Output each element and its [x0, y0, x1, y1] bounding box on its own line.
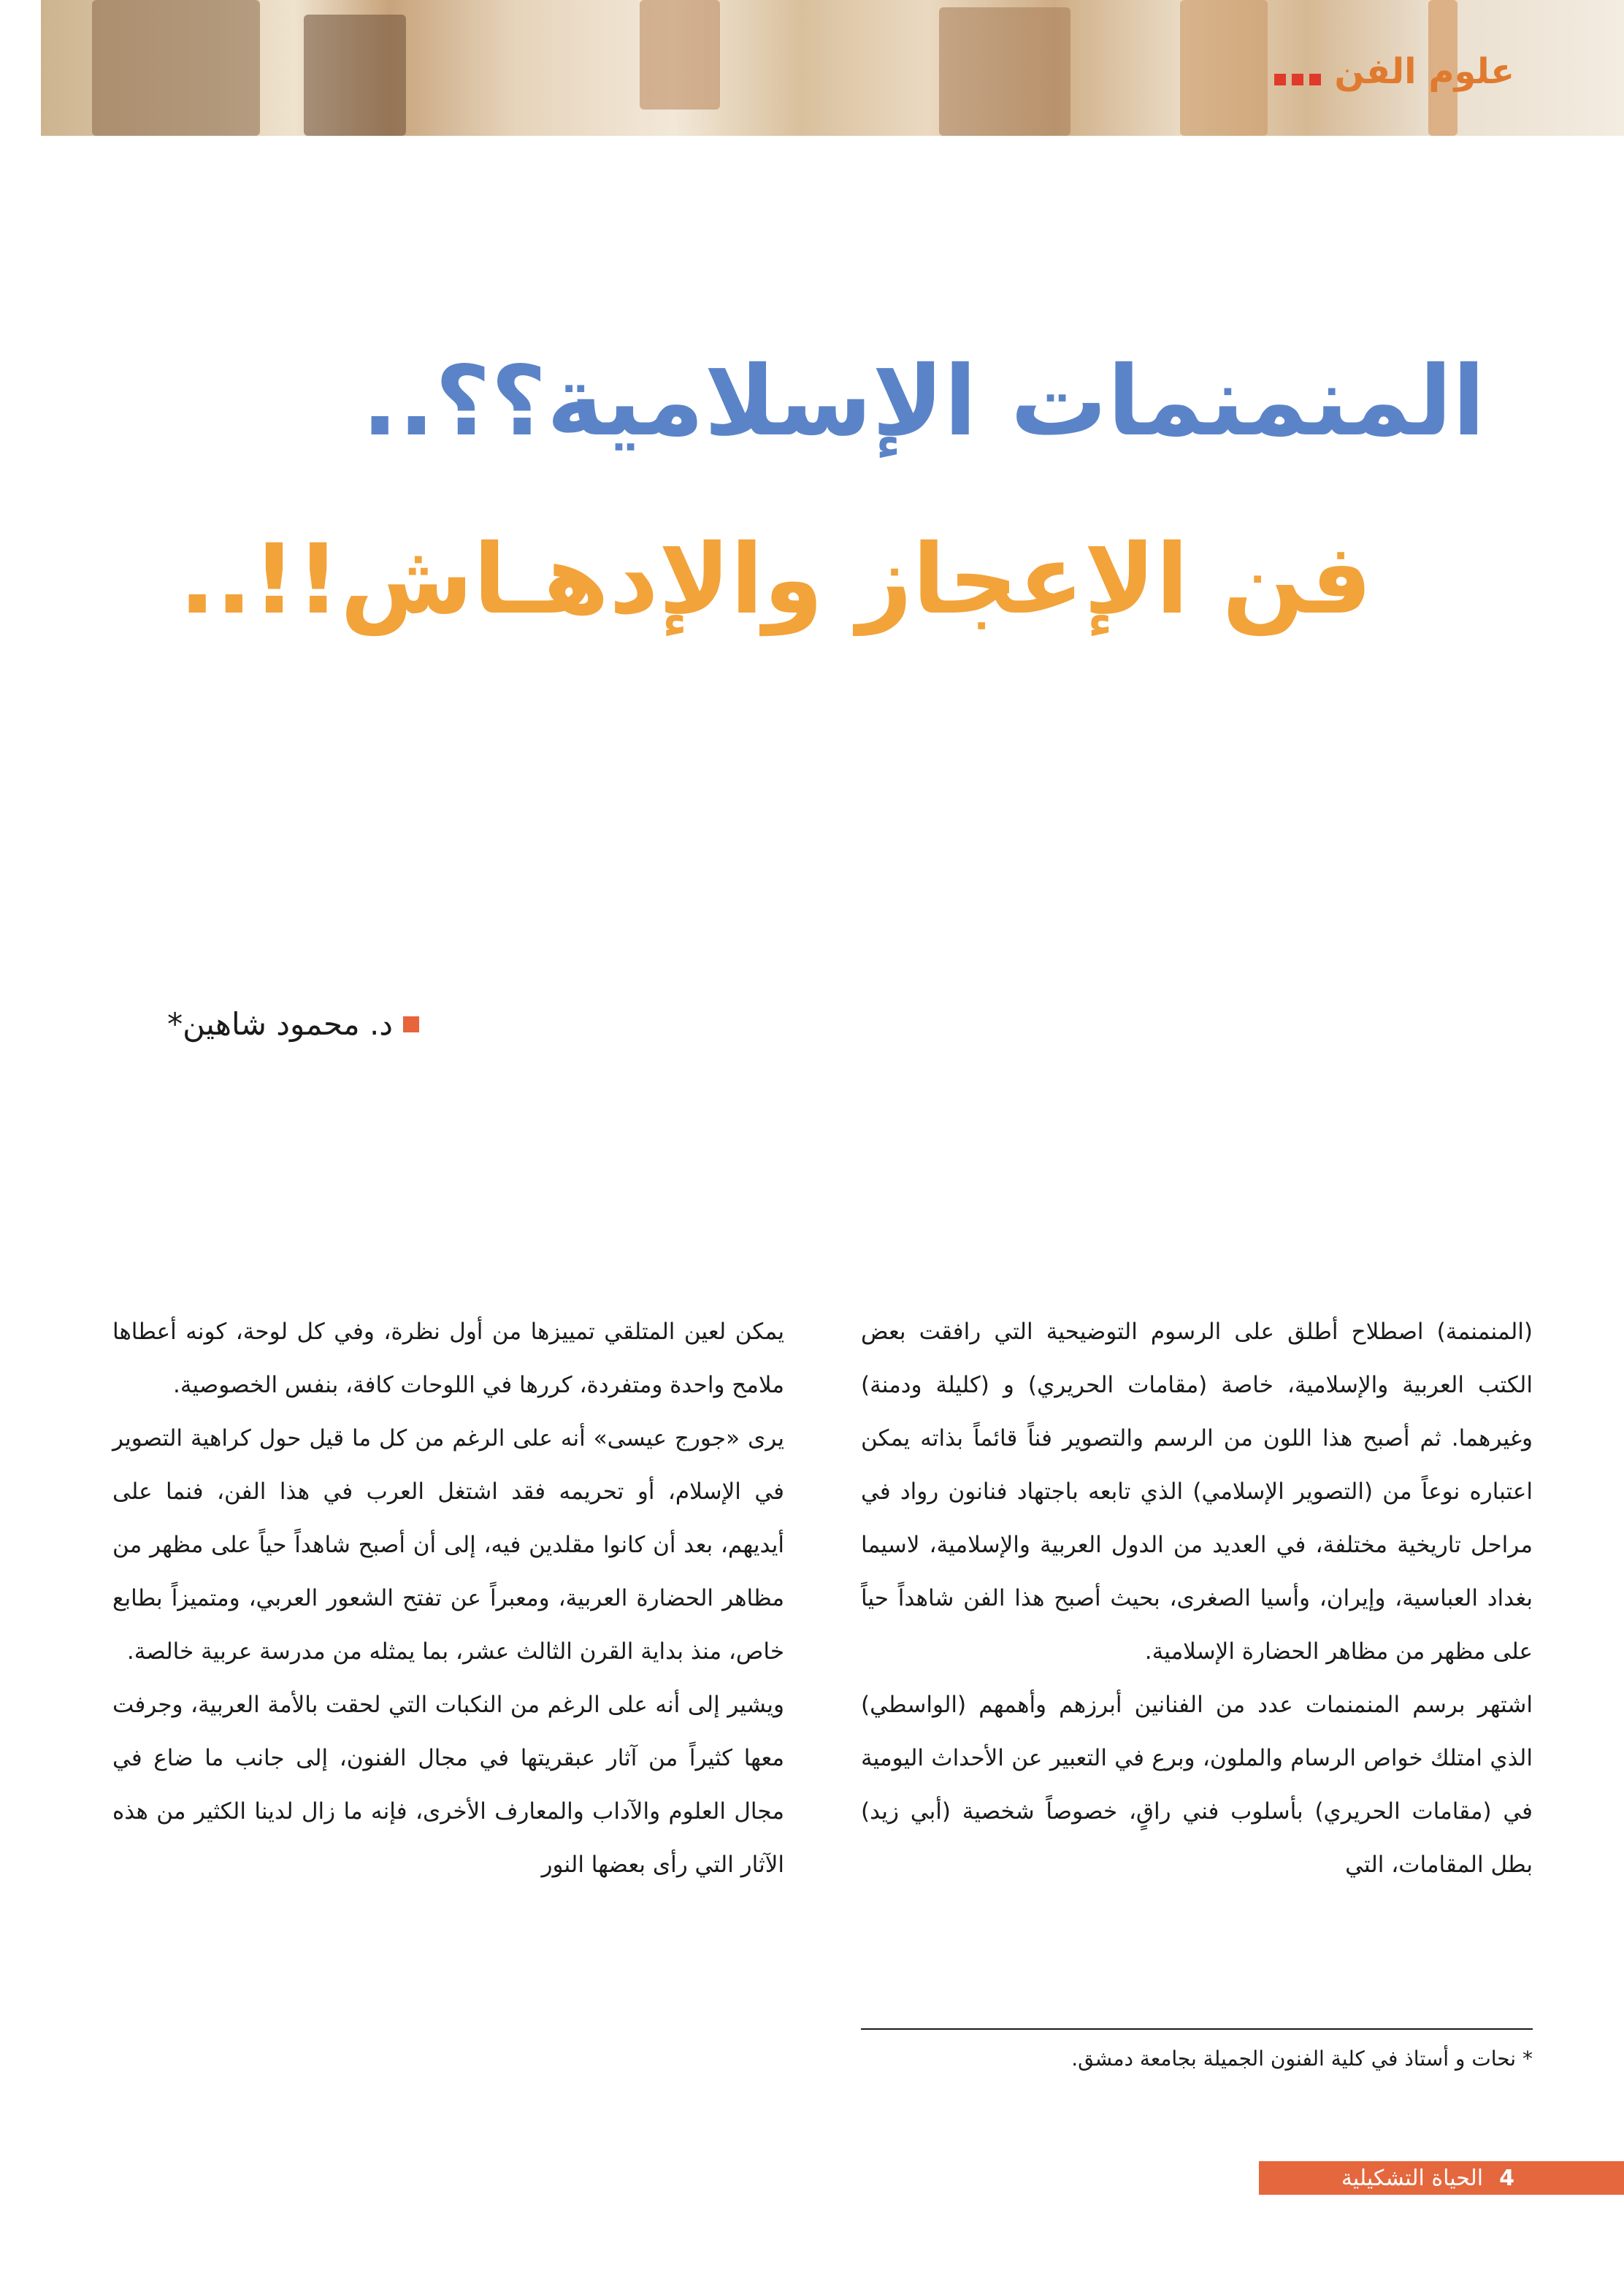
- column-right: [861, 1305, 1533, 1892]
- banner-figure: [640, 0, 720, 110]
- square-bullet-icon: [403, 1016, 419, 1032]
- header-banner: [41, 0, 1624, 136]
- paragraph: يرى «جورج عيسى» أنه على الرغم من كل ما قيل حول كراهية التصوير في الإسلام، أو تحريمه فقد اشتغل العرب في هذا الفن، فنما على أيديهم، بعد أن كانوا مقلدين فيه، إلى أن أصبح شاهداً حياً على مظهر من مظاهر الحضارة العربية، ومعبراً عن تفتح الشعور العربي، ومتميزاً بطابع خاص، منذ بداية القرن الثالث عشر، بما يمثله من مدرسة عربية خالصة.: [112, 1425, 784, 1665]
- banner-figure: [92, 0, 260, 136]
- section-dots: [1274, 58, 1321, 85]
- footer-bar: [1259, 2161, 1624, 2195]
- footnote: * نحات و أستاذ في كلية الفنون الجميلة بجامعة دمشق.: [1071, 2047, 1533, 2071]
- paragraph: ويشير إلى أنه على الرغم من النكبات التي لحقت بالأمة العربية، وجرفت معها كثيراً من آثار عبقريتها في مجال الفنون، إلى جانب ما ضاع في مجال العلوم والآداب والمعارف الأخرى، فإنه ما زال لدينا الكثير من هذه الآثار التي رأى بعضها النور: [112, 1692, 784, 1878]
- section-label: علوم الفن: [1334, 51, 1514, 92]
- banner-figure: [304, 15, 406, 136]
- article-subtitle: فن الإعجاز والإدهـاش!!..: [179, 524, 1372, 636]
- paragraph: اشتهر برسم المنمنمات عدد من الفنانين أبرزهم وأهمهم (الواسطي) الذي امتلك خواص الرسام والملون، وبرع في التعبير عن الأحداث اليومية في (مقامات الحريري) بأسلوب فني راقٍ، خصوصاً شخصية (أبي زيد) بطل المقامات، التي: [861, 1692, 1533, 1878]
- author-byline: [167, 1006, 419, 1042]
- magazine-name: الحياة التشكيلية: [1341, 2165, 1484, 2191]
- article-title: المنمنمات الإسلامية؟؟..: [361, 345, 1485, 458]
- banner-figure: [1180, 0, 1268, 136]
- footnote-divider: [861, 2028, 1533, 2030]
- paragraph: (المنمنمة) اصطلاح أطلق على الرسوم التوضيحية التي رافقت بعض الكتب العربية والإسلامية، خاصة (مقامات الحريري) و (كليلة ودمنة) وغيرهما. ثم أصبح هذا اللون من الرسم والتصوير فناً قائماً بذاته يمكن اعتباره نوعاً من (التصوير الإسلامي) الذي تابعه باجتهاد فنانون رواد في مراحل تاريخية مختلفة، في العديد من الدول العربية والإسلامية، لاسيما بغداد العباسية، وإيران، وأسيا الصغرى، بحيث أصبح هذا الفن شاهداً حياً على مظهر من مظاهر الحضارة الإسلامية.: [861, 1319, 1533, 1665]
- banner-figure: [939, 7, 1070, 136]
- section-tag: [1274, 51, 1514, 92]
- paragraph: يمكن لعين المتلقي تمييزها من أول نظرة، وفي كل لوحة، كونه أعطاها ملامح واحدة ومتفردة، كررها في اللوحات كافة، بنفس الخصوصية.: [112, 1319, 784, 1398]
- dot-icon: [1274, 74, 1286, 85]
- column-left: [112, 1305, 784, 1892]
- author-name: د. محمود شاهين*: [167, 1006, 393, 1042]
- dot-icon: [1292, 74, 1303, 85]
- dot-icon: [1309, 74, 1321, 85]
- page-number: 4: [1499, 2165, 1514, 2191]
